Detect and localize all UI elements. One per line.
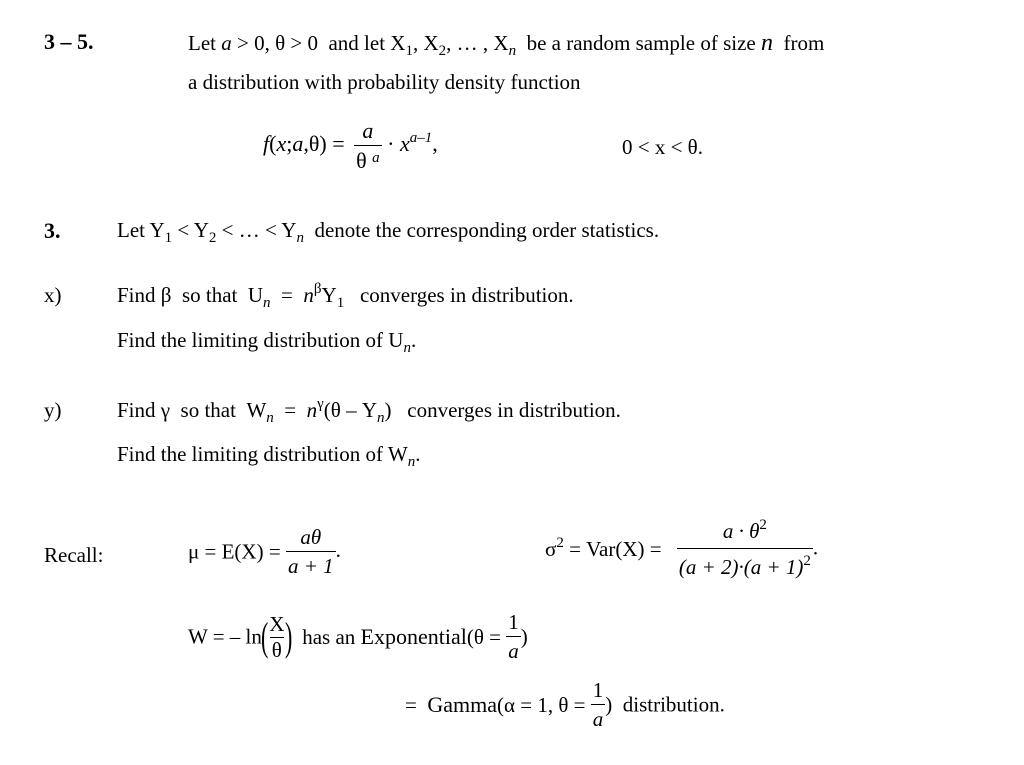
part-y-line1: Find γ so that $W_n = n^\gamma(\theta - Y_n)$ converges in distribution. — [117, 396, 621, 426]
problem-number: 3 – 5. — [44, 29, 94, 54]
variance-formula: $\sigma^2 = Var(X)$ = $\frac{a \cdot \theta^2}{(a + 2)\cdot(a + 1)^2}$ . — [545, 517, 819, 579]
part-y-line2: Find the limiting distribution of $W_n$. — [117, 442, 421, 470]
part-y-label: y) — [44, 398, 62, 422]
pdf-formula: f(x;a,θ) = $\frac{a}{\theta ^a}$ · $x^{a-1}$, — [263, 118, 438, 173]
part3-statement: Let $Y_1 < Y_2$ < … < $Y_n$ denote the corresponding order statistics. — [117, 218, 660, 246]
part-x-line1: Find β so that $U_n = n^\beta Y_1$ converges in distribution. — [117, 281, 574, 311]
mean-formula: μ = E(X) = $\frac{a\theta}{a + 1}$ . — [188, 525, 341, 578]
problem-statement-line2: a distribution with probability density function — [188, 70, 581, 94]
problem-statement-line1: Let a > 0, θ > 0 and let $X_1$, $X_2$, … , $X_n$ be a random sample of size n from — [188, 30, 825, 59]
part3-label: 3. — [44, 218, 61, 243]
gamma-equivalence: = Gamma(α = 1, θ = $\frac{1}{a}$ ) distribution. — [405, 678, 725, 731]
pdf-support: 0 < x < θ. — [622, 135, 703, 159]
part-x-line2: Find the limiting distribution of $U_n$. — [117, 328, 417, 356]
w-definition: W = – ln( $\frac{X}{\theta}$ ) has an Exponential(θ = $\frac{1}{a}$ ) — [188, 610, 528, 663]
part-x-label: x) — [44, 283, 62, 307]
recall-label: Recall: — [44, 543, 104, 567]
